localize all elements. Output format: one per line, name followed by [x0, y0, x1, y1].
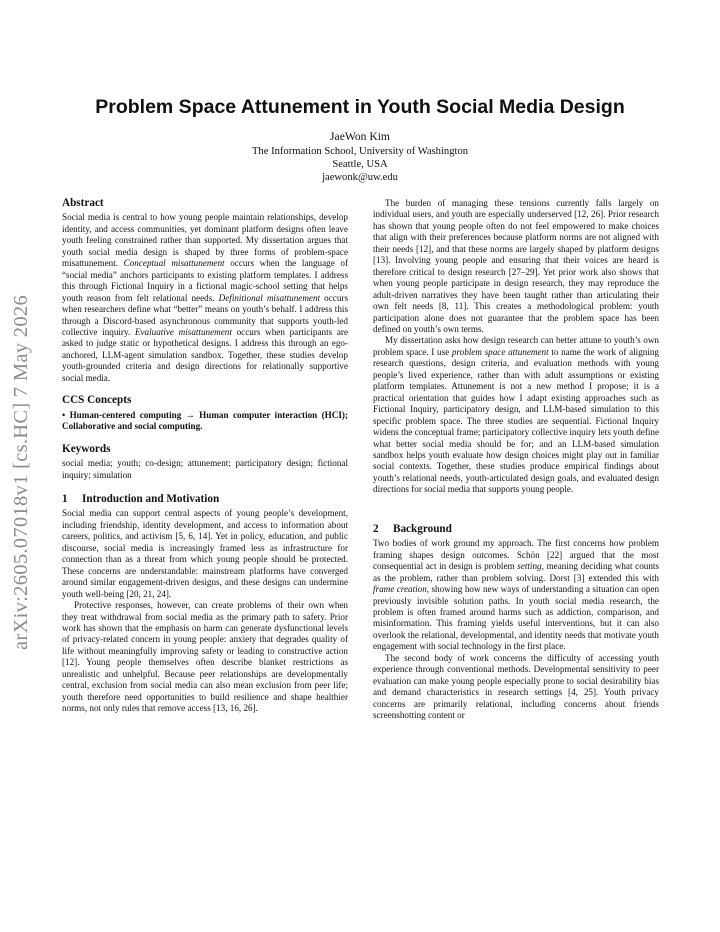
- keywords-text: social media; youth; co-design; attunement; participatory design; fictional inquiry; simulation: [62, 458, 348, 480]
- abstract-heading: Abstract: [62, 197, 104, 209]
- right-column: [373, 198, 659, 721]
- section-1-paragraph-1: Social media can support central aspects of young people’s development, including friendship, identity development, and access to information about careers, politics, and activism [5, 6, 14]. Yet in policy, education, and public discourse, social media is increasingly framed less as infrastructure for connection than as a threat from which young people should be protected. These concerns are understandable: mainstream platforms have converged around similar engagement-driven designs, and these designs can undermine youth well-being [20, 21, 24].: [62, 508, 348, 599]
- author-email: jaewonk@uw.edu: [322, 172, 398, 183]
- abstract-text: Social media is central to how young people maintain relationships, develop identity, and access communities, yet dominant platform designs often leave youth feeling constrained rather than supported. My dissertation argues that youth social media design is shaped by three forms of problem-space misattunement. Conceptual misattunement occurs when the language of “social media” anchors participants to existing platform templates. I address this through Fictional Inquiry in a fictional magic-school setting that helps youth reason from felt relational needs. Definitional misattunement occurs when researchers define what “better” means on youth’s behalf. I address this through a Discord-based asynchronous community that supports youth-led collective inquiry. Evaluative misattunement occurs when participants are asked to judge static or hypothetical designs. I address this through an ego-anchored, LLM-agent simulation sandbox. Together, these studies develop youth-grounded criteria and design directions for relationally supportive social media.: [62, 212, 349, 383]
- author-location: Seattle, USA: [332, 159, 388, 170]
- ccs-heading: CCS Concepts: [62, 394, 132, 407]
- keywords-heading: Keywords: [62, 442, 111, 455]
- section-1-heading: 1 Introduction and Motivation: [62, 492, 220, 505]
- author-name: JaeWon Kim: [330, 130, 390, 143]
- ccs-text: • Human-centered computing → Human computer interaction (HCI); Collaborative and social computing.: [62, 409, 348, 432]
- section-1-paragraph-3: The burden of managing these tensions currently falls largely on individual users, and youth are especially underserved [12, 26]. Prior research has shown that young people often do not feel empowered to make choices that align with their preferences because platform norms are not aligned with their needs [12], and that these norms are largely shaped by platform designs [13]. Involving young people and ensuring that their voices are heard is therefore critical to design research [27–29]. Yet prior work also shows that when young people participate in design research, they may reproduce the adult-driven narratives they have been taught rather than articulating their own felt needs [8, 11]. This creates a methodological problem: youth participation alone does not guarantee that the problem space has been defined on youth’s own terms.: [373, 198, 659, 334]
- arxiv-identifier: arXiv:2605.07018v1 [cs.HC] 7 May 2026: [10, 294, 32, 650]
- left-column: [62, 198, 348, 715]
- section-1-paragraph-4: My dissertation asks how design research can better attune to youth’s own problem space. I use problem space attunement to name the work of aligning research questions, design criteria, and evaluation methods with young people’s lived experience, rather than with adult assumptions or existing platform templates. Attunement is not a new method I propose; it is a practical orientation that guides how I adapt existing approaches such as Fictional Inquiry, participatory design, and LLM-based simulation to this specific problem space. The three studies are sequential. Fictional Inquiry widens the conceptual frame; participatory collective inquiry lets youth define what better social media should be for; and an LLM-based simulation sandbox helps youth evaluate how design choices might play out in familiar social contexts. Together, these studies produce empirical findings about youth’s relational needs, youth-articulated design goals, and evaluated design directions for social media that supports young people.: [373, 335, 659, 495]
- author-affiliation: The Information School, University of Washington: [251, 146, 469, 157]
- paper-title: Problem Space Attunement in Youth Social Media Design: [95, 96, 625, 118]
- section-2-paragraph-2: The second body of work concerns the difficulty of accessing youth experience through conventional methods. Developmental sensitivity to peer evaluation can make young people especially prone to social desirability bias and demand characteristics in research settings [4, 25]. Youth privacy concerns are primarily relational, including concerns about friends screenshotting content or: [373, 652, 659, 721]
- section-2-heading: 2 Background: [373, 522, 452, 535]
- section-1-paragraph-2: Protective responses, however, can create problems of their own when they treat withdrawal from social media as the primary path to safety. Prior work has shown that the emphasis on harm can generate dysfunctional levels of privacy-related concern in young people: anxiety that degrades quality of life without meaningfully improving safety or leading to constructive action [12]. Young people themselves often describe blanket restrictions as unrealistic and unhelpful. Because peer relationships are developmentally central, exclusion from social media can also mean exclusion from peer life; youth therefore need opportunities to build resilience and shape healthier norms, not only rules that remove access [13, 16, 26].: [62, 600, 348, 714]
- section-2-paragraph-1: Two bodies of work ground my approach. The first concerns how problem framing shapes design outcomes. Schön [22] argued that the most consequential act in design is problem setting, meaning deciding what counts as the problem, rather than problem solving. Dorst [3] extended this with frame creation, showing how new ways of understanding a situation can open previously invisible solution paths. In youth social media research, the problem is often framed around harms such as addiction, comparison, and misinformation. This framing yields useful interventions, but it can also overlook the relational, developmental, and identity needs that motivate youth engagement with social technology in the first place.: [373, 538, 660, 652]
